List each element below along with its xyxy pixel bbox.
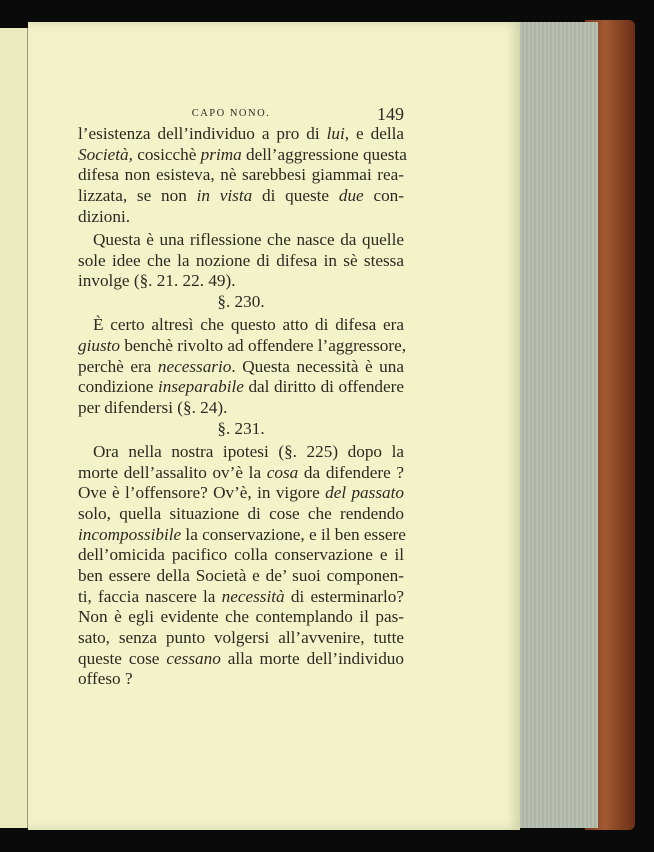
body-text [78,124,407,690]
text-span: queste cose [78,648,167,668]
italic-text: del passato [325,483,404,503]
text-span: di queste [252,186,339,206]
text-span: perchè era [78,356,158,376]
italic-text: prima [200,144,242,164]
text-line [78,377,404,398]
text-span: Ove è l’offensore? Ov’è, in vigore [78,483,326,503]
section-heading [78,419,404,440]
text-line [78,357,404,378]
text-line [78,124,404,145]
text-span: per difendersi (§. 24). [78,397,228,417]
italic-text: lui [326,124,345,143]
page-number: 149 [377,104,404,124]
italic-text: due [338,186,364,206]
text-line [78,186,404,207]
text-line [78,315,404,336]
italic-text: cosa [266,462,299,482]
italic-text: incompossibile [78,524,182,544]
text-span: sato, senza punto volgersi all’avvenire, tutte [78,628,404,647]
text-span: sole idee che la nozione di difesa in sè stessa [78,250,404,270]
italic-text: necessario [157,356,232,376]
text-span: solo, quella situazione di cose che rendendo [78,503,404,523]
page-header [78,104,404,124]
text-line [78,271,404,292]
text-span: con- [363,186,404,206]
text-span: involge (§. 21. 22. 49). [78,271,236,291]
text-line [78,566,404,587]
text-line [78,463,404,484]
text-span: da difendere ? [298,462,404,482]
text-span: dizioni. [78,206,131,226]
text-span: dell’omicida pacifico colla conservazione e il [78,545,404,565]
text-span: Ora nella nostra ipotesi (§. 225) dopo la [93,441,404,461]
text-span: Questa è una riflessione che nasce da quelle [93,229,404,249]
italic-text: necessità [221,586,285,606]
text-span: , e della [344,124,404,143]
page-edges [518,22,598,828]
italic-text: cessano [166,648,221,668]
text-span: ti, faccia nascere la [78,586,222,606]
running-title: CAPO NONO. [191,108,271,119]
text-span: l’esistenza dell’individuo a pro di [78,124,327,143]
text-line [78,628,404,649]
text-line [78,649,404,670]
text-span: di esterminarlo? [284,586,404,606]
text-line [78,587,404,608]
text-span: difesa non esisteva, nè sarebbesi giammai rea- [78,165,404,185]
text-line [78,607,404,628]
text-line [78,398,404,419]
text-line [78,207,404,228]
left-page-edge [0,28,28,828]
text-span: ben essere della Società e de’ suoi componen- [78,565,404,585]
text-span: §. 231. [217,418,265,438]
italic-text: Società [78,144,129,164]
text-span: dal diritto di offendere [243,377,405,397]
text-line [78,504,404,525]
text-span: offeso ? [78,669,133,689]
italic-text: giusto [78,335,121,355]
text-line [78,545,404,566]
text-line [78,525,404,546]
text-span: , cosicchè [128,144,201,164]
text-line [78,442,404,463]
text-line [78,483,404,504]
text-span: alla morte dell’individuo [220,648,404,668]
text-span: benchè rivolto ad offendere l’aggressore, [120,335,407,355]
text-line [78,230,404,251]
text-line [78,144,407,166]
italic-text: in vista [196,186,253,206]
text-line [78,669,404,690]
text-line [78,251,404,272]
text-span: dell’aggressione questa [241,144,407,164]
text-span: lizzata, se non [78,186,197,206]
text-line [78,335,407,357]
text-line [78,165,404,186]
text-span: . Questa necessità è una [231,356,404,376]
text-span: la conservazione, e il ben essere [181,524,406,544]
text-span: condizione [78,377,158,397]
page-text [78,104,407,690]
italic-text: inseparabile [157,377,244,397]
text-span: È certo altresì che questo atto di difesa era [93,315,404,335]
text-span: morte dell’assalito ov’è la [78,462,267,482]
section-heading [78,292,404,313]
text-span: Non è egli evidente che contemplando il pas- [78,607,404,627]
text-span: §. 230. [217,292,265,311]
